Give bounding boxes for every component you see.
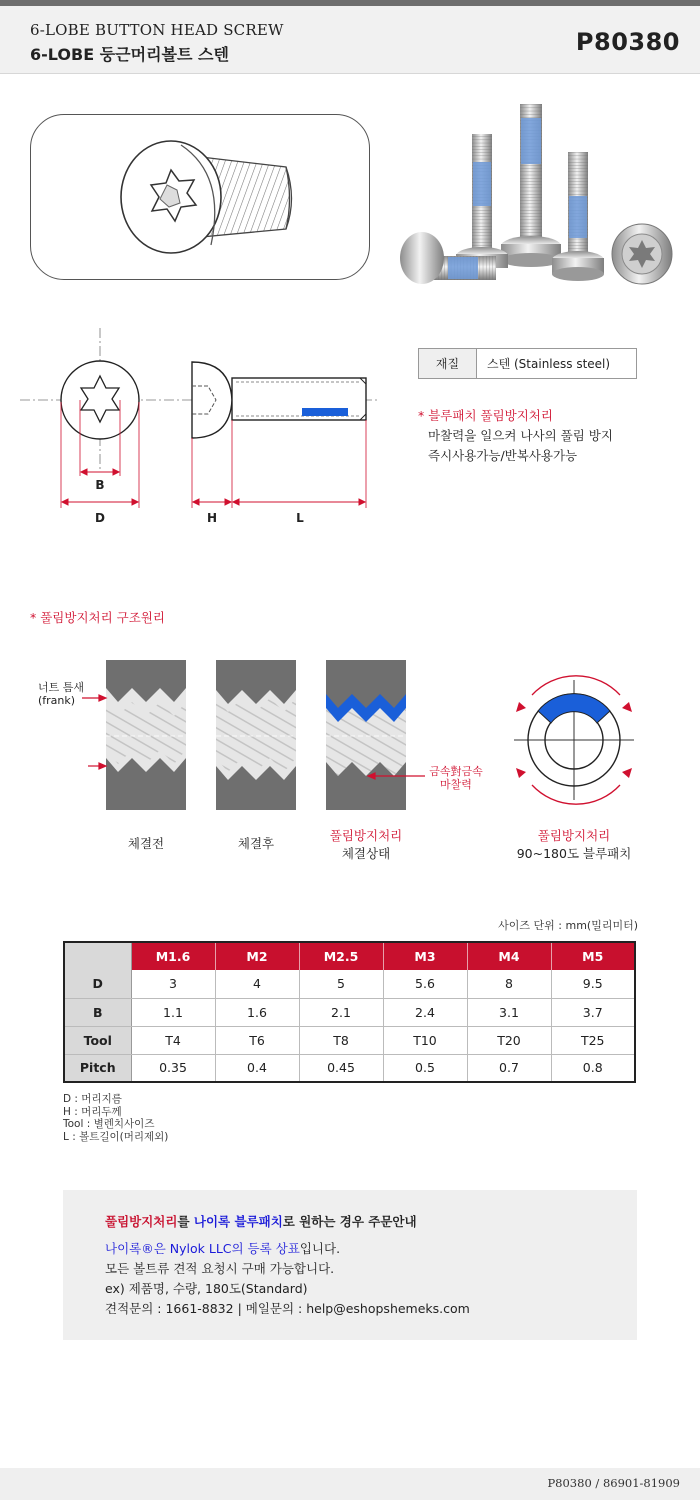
row-header: Tool [64,1026,131,1054]
table-cell: 3 [131,970,215,998]
structure-diagram [0,650,700,820]
table-row [64,970,635,998]
trademark-line [105,1239,637,1259]
table-row [64,998,635,1026]
order-info-box [63,1190,637,1340]
friction-label [424,765,488,791]
caption-locked-line1: 풀림방지처리 [329,828,403,843]
table-cell: 1.6 [215,998,299,1026]
gap-label-line1: 너트 틈새 [38,681,85,694]
dim-label-b: B [95,478,105,492]
gap-label [38,681,84,707]
row-header: Pitch [64,1054,131,1082]
order-info-line3: ex) 제품명, 수량, 180도(Standard) [105,1281,308,1296]
table-cell: 9.5 [551,970,635,998]
table-cell: T6 [215,1026,299,1054]
title-english: 6-LOBE BUTTON HEAD SCREW [30,21,284,39]
col-header: M5 [551,942,635,970]
size-table [63,941,636,1083]
trademark-text: 나이록®은 Nylok LLC의 등록 상표 [105,1241,300,1256]
row-header: B [64,998,131,1026]
blue-patch-note-line2: 즉시사용가능/반복사용가능 [428,448,578,463]
table-cell: T4 [131,1026,215,1054]
friction-label-line2: 마찰력 [440,778,472,791]
table-cell: T25 [551,1026,635,1054]
table-cell: 8 [467,970,551,998]
col-header: M2 [215,942,299,970]
title-korean: 6-LOBE 둥근머리볼트 스텐 [30,45,229,64]
dim-label-l: L [296,511,304,525]
table-cell: 1.1 [131,998,215,1026]
col-header: M3 [383,942,467,970]
order-info-heading-blue: 나이록 블루패치 [193,1214,283,1229]
order-info-heading-tail: 로 원하는 경우 주문안내 [282,1214,417,1229]
caption-circle [504,827,644,863]
table-cell: 0.45 [299,1054,383,1082]
table-cell: 3.7 [551,998,635,1026]
dimension-legend [63,1093,168,1143]
table-cell: 0.5 [383,1054,467,1082]
footer-code: P80380 / 86901-81909 [547,1476,680,1490]
row-header: D [64,970,131,998]
caption-after: 체결후 [237,836,275,851]
blue-patch-note-title: * 블루패치 풀림방지처리 [418,408,553,423]
product-code: P80380 [575,28,680,56]
order-info-line2: 모든 볼트류 견적 요청시 구매 가능합니다. [105,1261,335,1276]
material-table [418,348,637,379]
size-table-header [64,942,635,970]
blue-patch-note [418,406,613,466]
table-cell: T20 [467,1026,551,1054]
caption-before: 체결전 [127,836,165,851]
caption-circle-line2: 90~180도 블루패치 [516,846,632,861]
product-photo [390,98,690,303]
legend-item: H : 머리두께 [63,1105,122,1118]
table-cell: T8 [299,1026,383,1054]
table-cell: 2.4 [383,998,467,1026]
table-cell: 4 [215,970,299,998]
table-cell: 0.4 [215,1054,299,1082]
material-label: 재질 [419,349,477,379]
dimension-drawing [20,322,390,532]
col-header: M1.6 [131,942,215,970]
structure-section-title: * 풀림방지처리 구조원리 [30,610,165,625]
order-info-heading-red: 풀림방지처리 [105,1214,178,1229]
table-row [64,1026,635,1054]
product-sketch-frame [30,114,370,280]
legend-item: L : 볼트길이(머리제외) [63,1130,169,1143]
caption-locked-line2: 체결상태 [341,846,391,861]
order-info-heading [105,1212,637,1232]
col-header: M2.5 [299,942,383,970]
table-cell: T10 [383,1026,467,1054]
dim-label-h: H [206,511,218,525]
gap-label-line2: (frank) [38,694,76,707]
blue-patch-note-line1: 마찰력을 일으켜 나사의 풀림 방지 [428,428,613,443]
size-unit-note: 사이즈 단위 : mm(밀리미터) [498,919,638,932]
screw-photo-illustration [390,98,690,303]
page-footer [0,1468,700,1500]
trademark-suffix: 입니다. [299,1241,341,1256]
screw-sketch-illustration [31,115,371,281]
material-value: 스텐 (Stainless steel) [477,349,637,379]
contact-line: 견적문의 : 1661-8832 | 메일문의 : help@eshopshemeks.com [105,1301,470,1316]
table-cell: 0.35 [131,1054,215,1082]
order-info-heading-joint1: 를 [177,1214,194,1229]
table-cell: 0.7 [467,1054,551,1082]
size-table-corner [64,942,131,970]
table-cell: 2.1 [299,998,383,1026]
table-cell: 0.8 [582,1060,603,1076]
table-row [64,1054,635,1082]
caption-circle-line1: 풀림방지처리 [537,828,611,843]
legend-item: Tool : 별렌치사이즈 [63,1118,155,1130]
col-header: M4 [467,942,551,970]
caption-locked [306,827,426,863]
table-cell: 5 [299,970,383,998]
legend-item: D : 머리지름 [63,1093,122,1105]
page-header [0,6,700,74]
table-cell: 3.1 [467,998,551,1026]
blue-patch-mark [302,408,348,416]
dim-label-d: D [95,511,105,525]
table-cell: 5.6 [383,970,467,998]
friction-label-line1: 금속對금속 [429,765,483,778]
